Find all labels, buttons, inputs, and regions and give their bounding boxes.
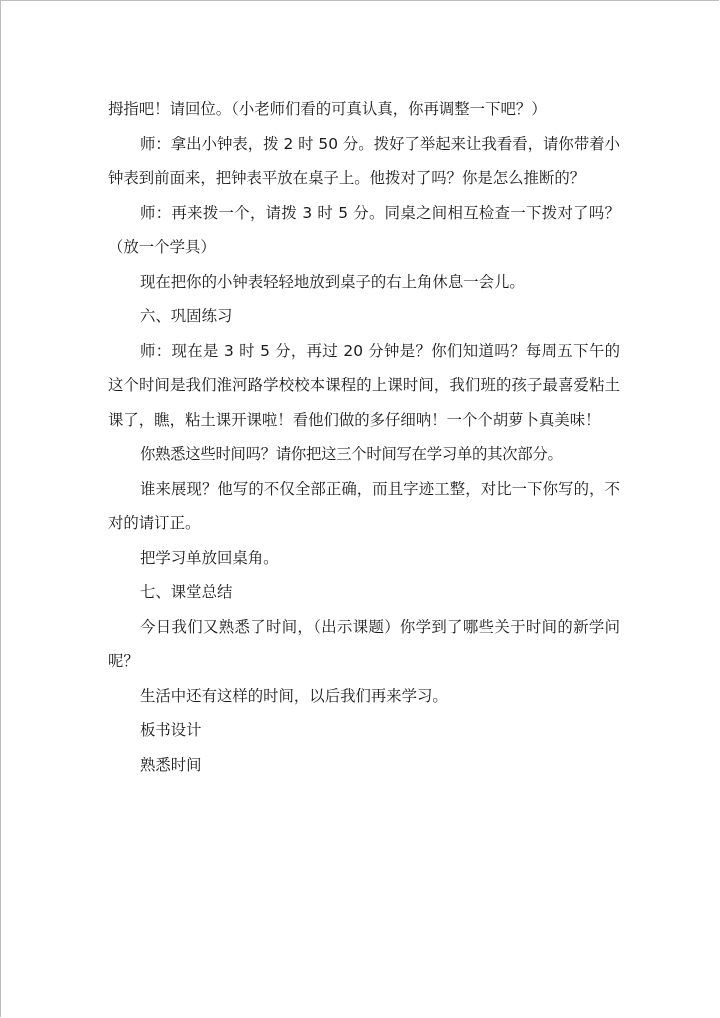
board-design-title: 熟悉时间 [140,755,202,774]
paragraph-return-sheet: 把学习单放回桌角。 [140,548,279,567]
paragraph-teacher-clay-class: 师：现在是 3 时 5 分，再过 20 分钟是？你们知道吗？每周五下午的这个时间是我们淮河路学校校本课程的上课时间，我们班的孩子最喜爱粘土课了，瞧，粘土课开课啦！看他们做的多仔细呐！一个个胡萝卜真美味！ [108,341,620,429]
paragraph-teacher-clock-2-50: 师：拿出小钟表，拨 2 时 50 分。拨好了举起来让我看看，请你带着小钟表到前面来，把钟表平放在桌子上。他拨对了吗？你是怎么推断的？ [108,134,620,187]
section-heading-practice: 六、巩固练习 [140,307,233,325]
paragraph-write-times: 你熟悉这些时间吗？请你把这三个时间写在学习单的其次部分。 [140,445,563,463]
heading-board-design: 板书设计 [140,721,202,739]
paragraph-continuation: 拇指吧！请回位。（小老师们看的可真认真，你再调整一下吧？） [108,100,547,118]
section-heading-summary: 七、课堂总结 [140,583,233,601]
paragraph-put-clock-away: 现在把你的小钟表轻轻地放到桌子的右上角休息一会儿。 [140,272,525,291]
paragraph-summary-closing: 生活中还有这样的时间，以后我们再来学习。 [140,686,448,705]
paragraph-summary-question: 今日我们又熟悉了时间，（出示课题）你学到了哪些关于时间的新学问呢？ [108,617,620,670]
paragraph-show-work: 谁来展现？他写的不仅全部正确，而且字迹工整，对比一下你写的，不对的请订正。 [108,479,620,532]
document-body [108,92,620,782]
paragraph-teacher-clock-3-5: 师：再来拨一个，请拨 3 时 5 分。同桌之间相互检查一下拨对了吗？（放一个学具） [108,203,620,256]
